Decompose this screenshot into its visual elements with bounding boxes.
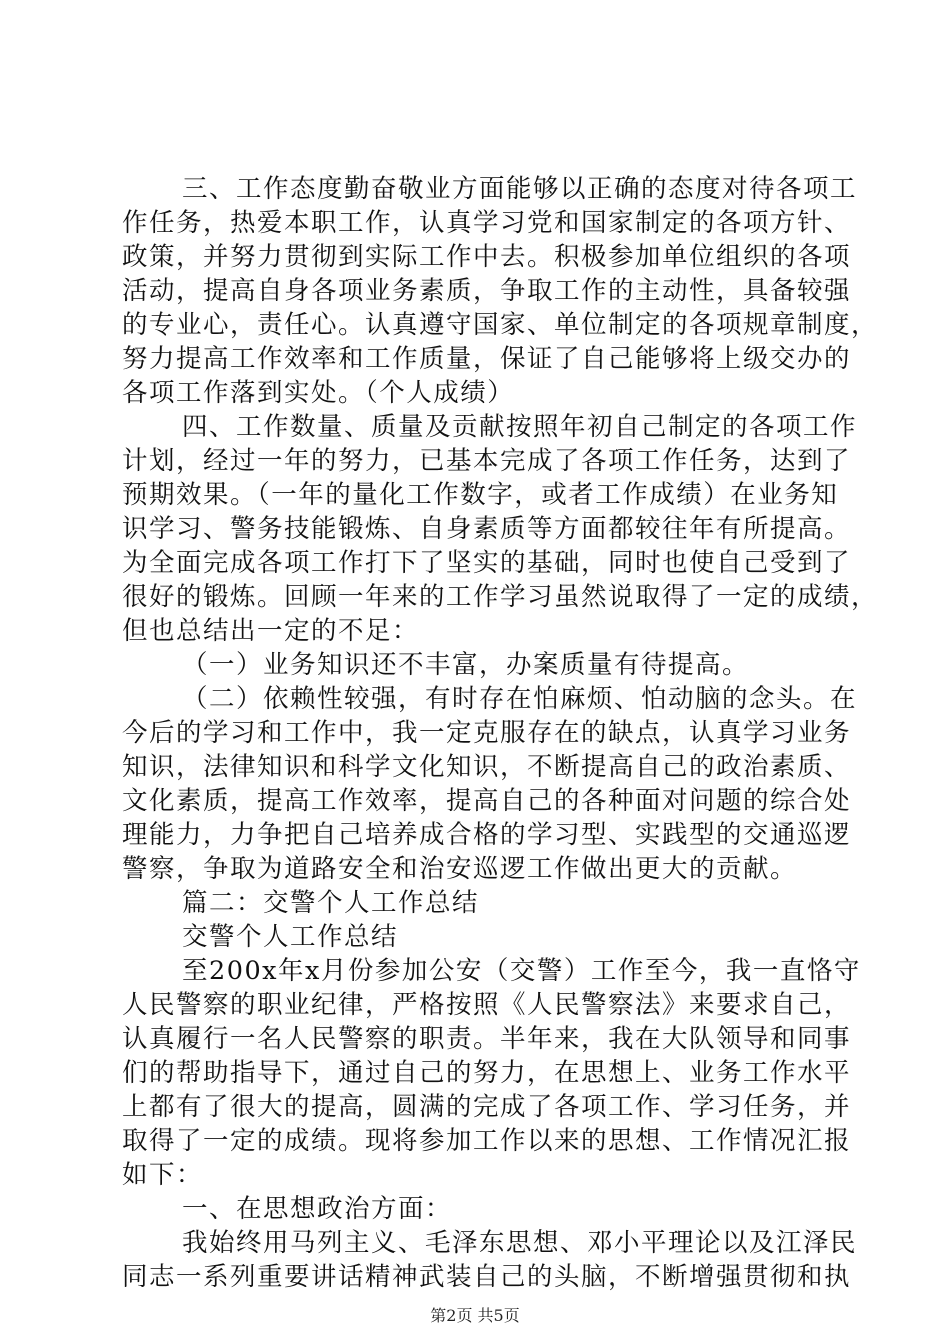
text-line: 同志一系列重要讲话精神武装自己的头脑，不断增强贯彻和执 (122, 1262, 852, 1292)
text-line: （一）业务知识还不丰富，办案质量有待提高。 (182, 650, 750, 680)
text-line: 今后的学习和工作中，我一定克服存在的缺点，认真学习业务 (122, 718, 852, 748)
text-line: 计划，经过一年的努力，已基本完成了各项工作任务，达到了 (122, 446, 852, 476)
text-line: （二）依赖性较强，有时存在怕麻烦、怕动脑的念头。在 (182, 684, 858, 714)
text-line: 政策，并努力贯彻到实际工作中去。积极参加单位组织的各项 (122, 242, 852, 272)
text-line: 我始终用马列主义、毛泽东思想、邓小平理论以及江泽民 (182, 1228, 858, 1258)
text-line: 警察，争取为道路安全和治安巡逻工作做出更大的贡献。 (122, 854, 798, 884)
section-heading: 篇二：交警个人工作总结 (182, 888, 480, 918)
text-line: 预期效果。（一年的量化工作数字，或者工作成绩）在业务知 (122, 480, 839, 510)
text-line: 理能力，力争把自己培养成合格的学习型、实践型的交通巡逻 (122, 820, 852, 850)
text-line: 知识，法律知识和科学文化知识，不断提高自己的政治素质、 (122, 752, 852, 782)
text-line: 们的帮助指导下，通过自己的努力，在思想上、业务工作水平 (122, 1058, 852, 1088)
section-title: 交警个人工作总结 (182, 922, 399, 952)
text-line: 很好的锻炼。回顾一年来的工作学习虽然说取得了一定的成绩， (122, 582, 879, 612)
text-line: 识学习、警务技能锻炼、自身素质等方面都较往年有所提高。 (122, 514, 852, 544)
text-line: 作任务，热爱本职工作，认真学习党和国家制定的各项方针、 (122, 208, 852, 238)
subsection-heading: 一、在思想政治方面： (182, 1194, 453, 1224)
text-line: 认真履行一名人民警察的职责。半年来，我在大队领导和同事 (122, 1024, 852, 1054)
text-line: 各项工作落到实处。（个人成绩） (122, 378, 515, 408)
text-line: 为全面完成各项工作打下了坚实的基础，同时也使自己受到了 (122, 548, 852, 578)
text-line: 努力提高工作效率和工作质量，保证了自己能够将上级交办的 (122, 344, 852, 374)
text-line: 如下： (122, 1160, 204, 1190)
text-line: 三、工作态度勤奋敬业方面能够以正确的态度对待各项工 (182, 174, 858, 204)
text-line: 文化素质，提高工作效率，提高自己的各种面对问题的综合处 (122, 786, 852, 816)
text-line: 上都有了很大的提高，圆满的完成了各项工作、学习任务，并 (122, 1092, 852, 1122)
text-line: 人民警察的职业纪律，严格按照《人民警察法》来要求自己， (122, 990, 852, 1020)
text-line: 但也总结出一定的不足： (122, 616, 420, 646)
page-number: 第2页 共5页 (430, 1306, 520, 1325)
text-line: 取得了一定的成绩。现将参加工作以来的思想、工作情况汇报 (122, 1126, 852, 1156)
text-line: 至200x年x月份参加公安（交警）工作至今，我一直恪守 (182, 956, 861, 986)
text-line: 活动，提高自身各项业务素质，争取工作的主动性，具备较强 (122, 276, 852, 306)
text-line: 四、工作数量、质量及贡献按照年初自己制定的各项工作 (182, 412, 858, 442)
text-line: 的专业心，责任心。认真遵守国家、单位制定的各项规章制度， (122, 310, 879, 340)
